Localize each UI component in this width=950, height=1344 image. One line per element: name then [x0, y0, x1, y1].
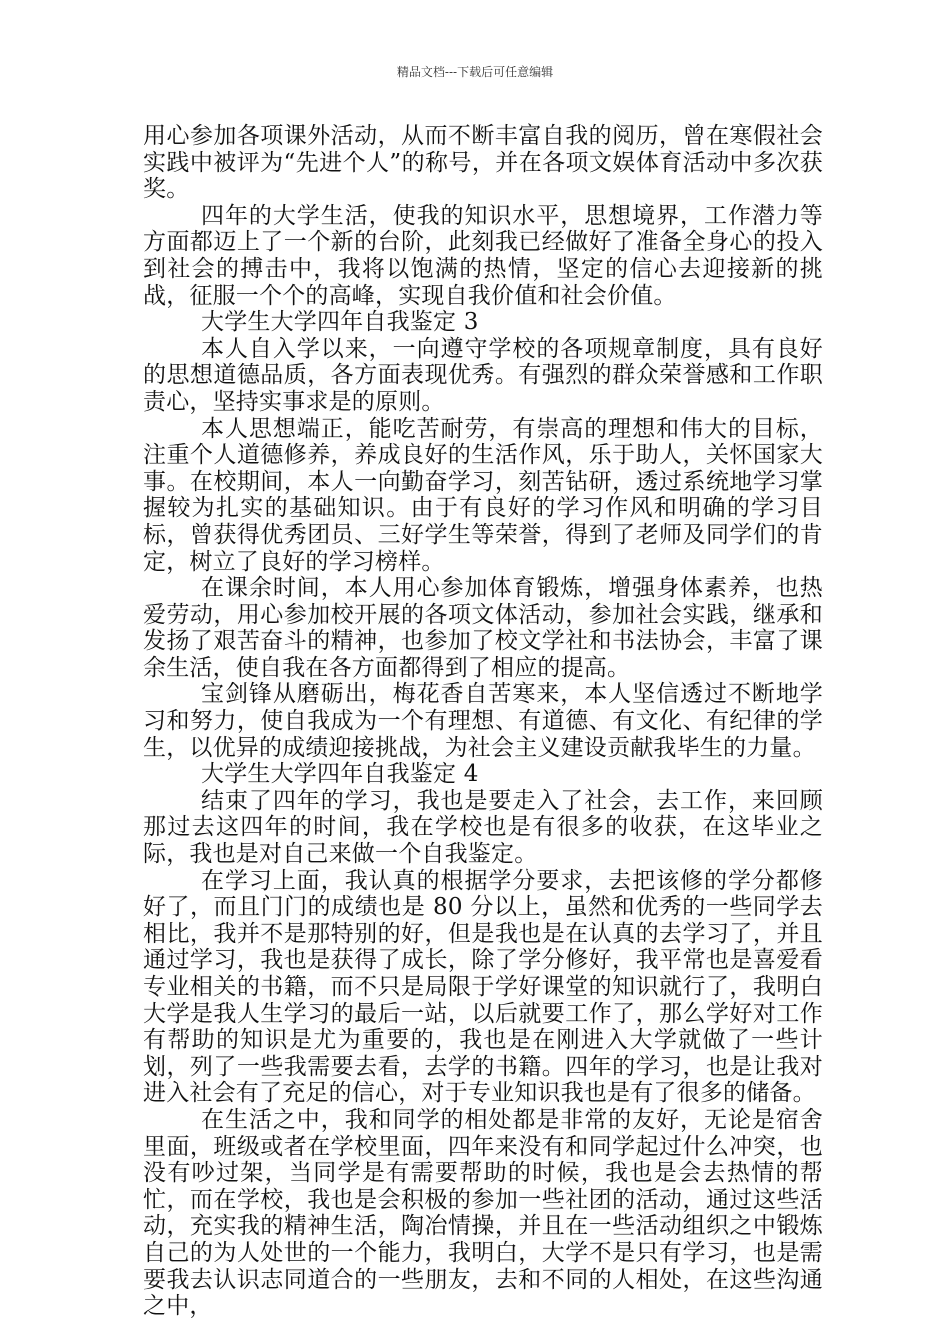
paragraph: 本人思想端正，能吃苦耐劳，有崇高的理想和伟大的目标，注重个人道德修养，养成良好的生活作风，乐于助人，关怀国家大事。在校期间，本人一向勤奋学习，刻苦钻研，透过系统地学习掌握较为扎实的基础知识。由于有良好的学习作风和明确的学习目标，曾获得优秀团员、三好学生等荣誉，得到了老师及同学们的肯定，树立了良好的学习榜样。	[143, 415, 823, 575]
paragraph: 在课余时间，本人用心参加体育锻炼，增强身体素养，也热爱劳动，用心参加校开展的各项文体活动，参加社会实践，继承和发扬了艰苦奋斗的精神，也参加了校文学社和书法协会，丰富了课余生活，使自我在各方面都得到了相应的提高。	[143, 575, 823, 681]
paragraph: 结束了四年的学习，我也是要走入了社会，去工作，来回顾那过去这四年的时间，我在学校也是有很多的收获，在这毕业之际，我也是对自己来做一个自我鉴定。	[143, 787, 823, 868]
paragraph: 四年的大学生活，使我的知识水平，思想境界，工作潜力等方面都迈上了一个新的台阶，此刻我已经做好了准备全身心的投入到社会的搏击中，我将以饱满的热情，坚定的信心去迎接新的挑战，征服一个个的高峰，实现自我价值和社会价值。	[143, 202, 823, 309]
paragraph: 在学习上面，我认真的根据学分要求，去把该修的学分都修好了，而且门门的成绩也是 80 分以上，虽然和优秀的一些同学去相比，我并不是那特别的好，但是我也是在认真的去学习了，并且通过学习，我也是获得了成长，除了学分修好，我平常也是喜爱看专业相关的书籍，而不只是局限于学好课堂的知识就行了，我明白大学是我人生学习的最后一站，以后就要工作了，那么学好对工作有帮助的知识是尤为重要的，我也是在刚进入大学就做了一些计划，列了一些我需要去看，去学的书籍。四年的学习，也是让我对进入社会有了充足的信心，对于专业知识我也是有了很多的储备。	[143, 867, 823, 1107]
paragraph: 本人自入学以来，一向遵守学校的各项规章制度，具有良好的思想道德品质，各方面表现优秀。有强烈的群众荣誉感和工作职责心，坚持实事求是的原则。	[143, 335, 823, 415]
section-heading: 大学生大学四年自我鉴定 4	[201, 761, 479, 788]
section-heading: 大学生大学四年自我鉴定 3	[201, 309, 479, 336]
paragraph: 宝剑锋从磨砺出，梅花香自苦寒来，本人坚信透过不断地学习和努力，使自我成为一个有理想、有道德、有文化、有纪律的学生，以优异的成绩迎接挑战，为社会主义建设贡献我毕生的力量。	[143, 681, 823, 761]
paragraph: 在生活之中，我和同学的相处都是非常的友好，无论是宿舍里面，班级或者在学校里面，四年来没有和同学起过什么冲突，也没有吵过架，当同学是有需要帮助的时候，我也是会去热情的帮忙，而在学校，我也是会积极的参加一些社团的活动，通过这些活动，充实我的精神生活，陶冶情操，并且在一些活动组织之中锻炼自己的为人处世的一个能力，我明白，大学不是只有学习，也是需要我去认识志同道合的一些朋友，去和不同的人相处，在这些沟通之中，	[143, 1106, 823, 1320]
paragraph-continuation: 用心参加各项课外活动，从而不断丰富自我的阅历，曾在寒假社会实践中被评为“先进个人”的称号，并在各项文娱体育活动中多次获奖。	[143, 123, 823, 203]
document-body	[143, 123, 823, 1320]
page-header: 精品文档---下载后可任意编辑	[396, 65, 554, 79]
